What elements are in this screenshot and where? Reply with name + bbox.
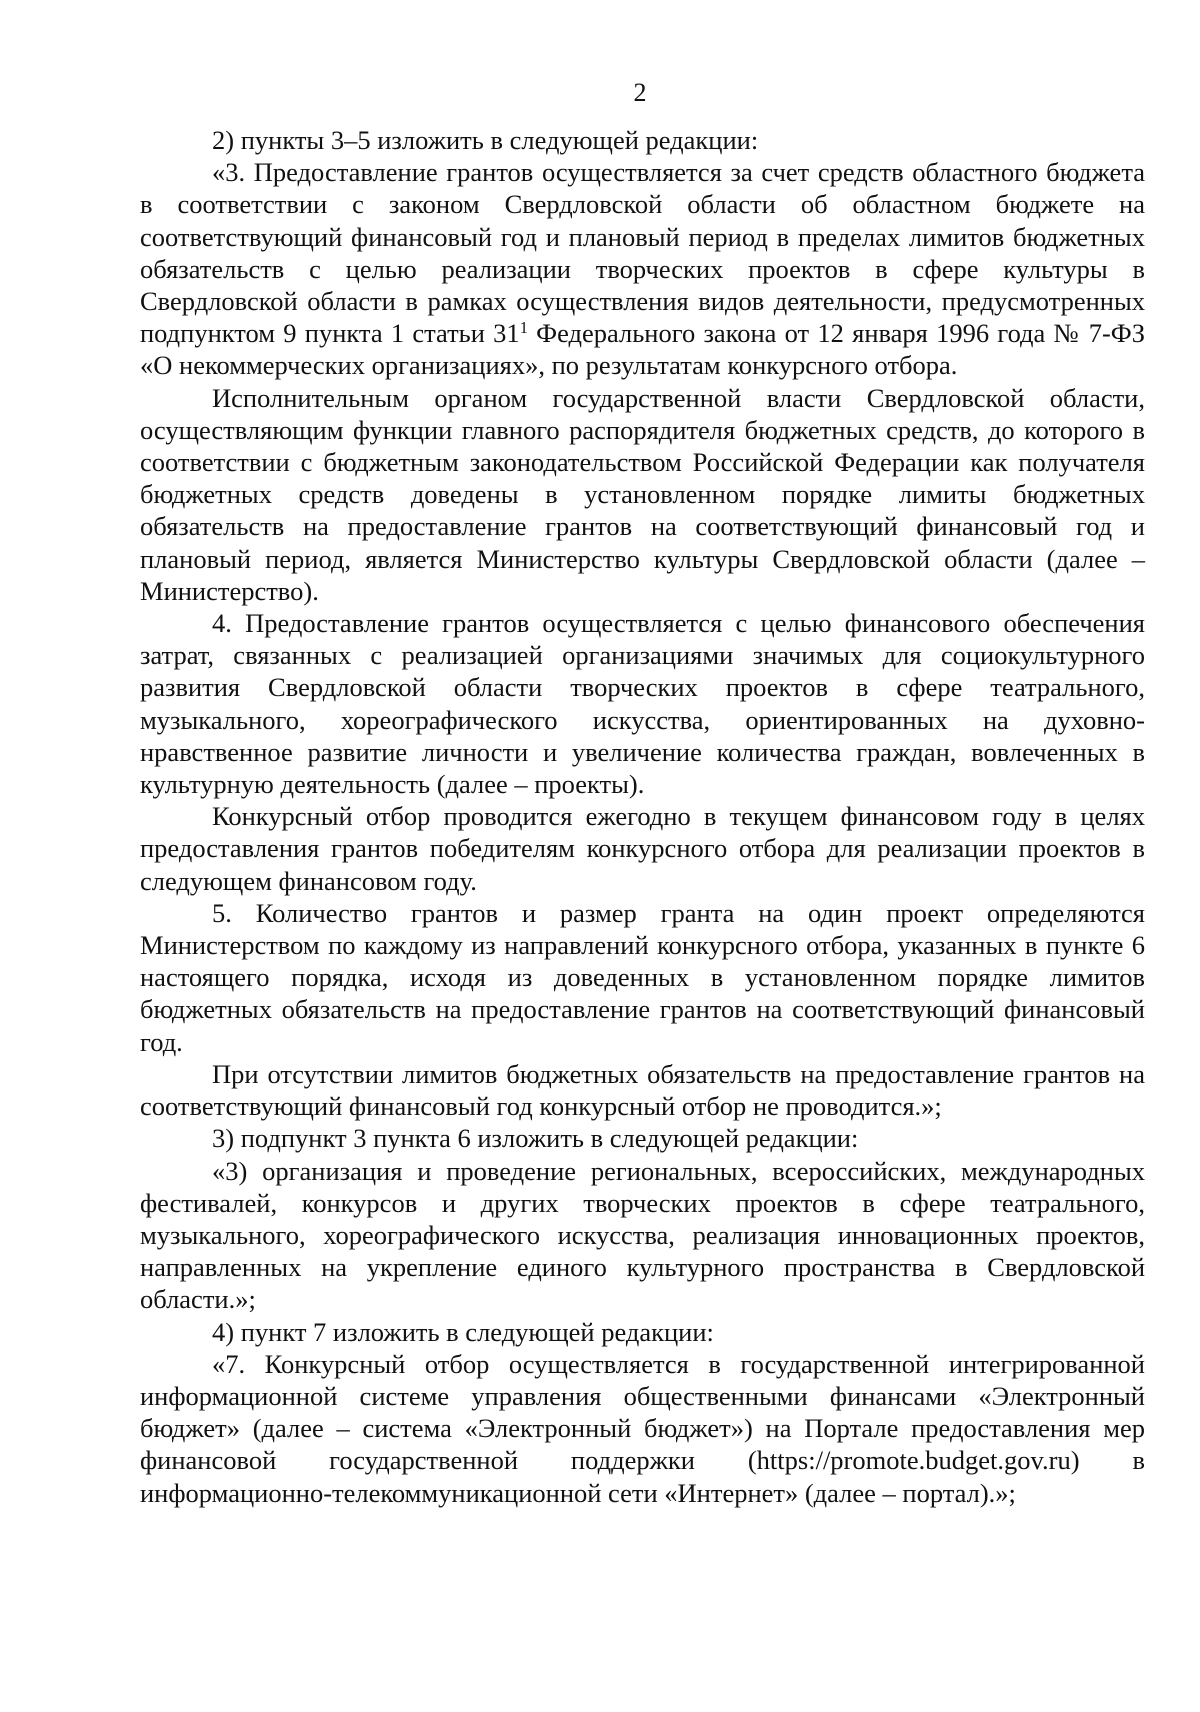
point-7-text-before-url: «7. Конкурсный отбор осуществляется в государственной интегрированной информационной системе управления общественными финансами «Электронный бюджет» (далее – система «Электронный бюджет») на Портале предоставления мер финансовой государственной поддержки	[140, 1348, 1145, 1476]
paragraph-point-4: 4. Предоставление грантов осуществляется с целью финансового обеспечения затрат, связанных с реализацией организациями значимых для социокультурного развития Свердловской области творческих проектов в сфере театрального, музыкального, хореографического искусства, ориентированных на духовно-нравственное развитие личности и увеличение количества граждан, вовлеченных в культурную деятельность (далее – проекты).	[140, 608, 1145, 800]
point-3-text-before-superscript: «3. Предоставление грантов осуществляется за счет средств областного бюджета в соответствии с законом Свердловской области об областном бюджете на соответствующий финансовый год и плановый период в пределах лимитов бюджетных обязательств с целью реализации творческих проектов в сфере культуры в Свердловской области в рамках осуществления видов деятельности, предусмотренных подпунктом 9 пункта 1 статьи 31	[140, 157, 1145, 349]
paragraph-no-limits: При отсутствии лимитов бюджетных обязательств на предоставление грантов на соответствующий финансовый год конкурсный отбор не проводится.»;	[140, 1058, 1145, 1122]
point-3-text-after-superscript: Федерального закона от 12 января 1996 года № 7-ФЗ «О некоммерческих организациях», по результатам конкурсного отбора.	[140, 318, 1145, 381]
paragraph-amendment-item-2: 2) пункты 3–5 изложить в следующей редакции:	[212, 125, 759, 155]
paragraph-executive-authority: Исполнительным органом государственной власти Свердловской области, осуществляющим функции главного распорядителя бюджетных средств, до которого в соответствии с бюджетным законодательством Российской Федерации как получателя бюджетных средств доведены в установленном порядке лимиты бюджетных обязательств на предоставление грантов на соответствующий финансовый год и плановый период, является Министерство культуры Свердловской области (далее – Министерство).	[140, 382, 1145, 606]
article-superscript: 1	[519, 318, 528, 338]
paragraph-competition-selection: Конкурсный отбор проводится ежегодно в текущем финансовом году в целях предоставления грантов победителям конкурсного отбора для реализации проектов в следующем финансовом году.	[140, 801, 1145, 896]
paragraph-amendment-item-3: 3) подпункт 3 пункта 6 изложить в следующей редакции:	[212, 1123, 859, 1154]
point-7-text-after-url: в информационно-телекоммуникационной сети «Интернет» (далее – портал).»;	[140, 1445, 1145, 1508]
paragraph-point-7	[140, 1348, 1145, 1509]
paragraph-amendment-item-4: 4) пункт 7 изложить в следующей редакции:	[212, 1316, 714, 1347]
paragraph-subpoint-3: «3) организация и проведение региональных, всероссийских, международных фестивалей, конкурсов и других творческих проектов в сфере театрального, музыкального, хореографического искусства, реализация инновационных проектов, направленных на укрепление единого культурного пространства в Свердловской области.»;	[140, 1155, 1145, 1315]
paragraph-point-3	[140, 156, 1145, 381]
document-body	[140, 78, 1145, 1509]
page-number: 2	[633, 78, 647, 107]
portal-url-text: (https://promote.budget.gov.ru)	[747, 1445, 1080, 1476]
paragraph-point-5: 5. Количество грантов и размер гранта на один проект определяются Министерством по каждому из направлений конкурсного отбора, указанных в пункте 6 настоящего порядка, исходя из доведенных в установленном порядке лимитов бюджетных обязательств на предоставление грантов на соответствующий финансовый год.	[140, 897, 1145, 1057]
